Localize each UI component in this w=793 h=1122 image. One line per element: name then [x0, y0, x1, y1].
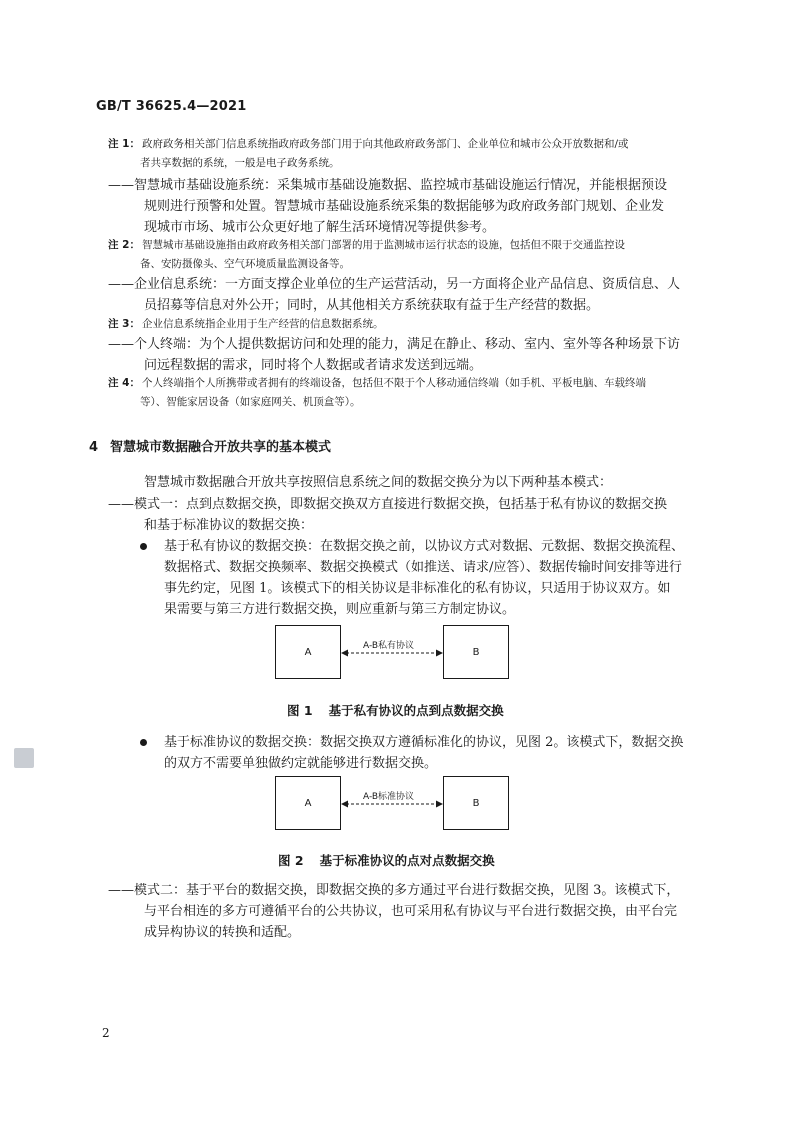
arrow-label: A-B私有协议 [361, 638, 416, 651]
term-line1: ——个人终端：为个人提供数据访问和处理的能力，满足在静止、移动、室内、室外等各种场景下访 [108, 337, 681, 352]
node-b: B [443, 776, 509, 830]
infra-line1: ——智慧城市基础设施系统：采集城市基础设施数据、监控城市基础设施运行情况，并能根据预设 [108, 178, 668, 193]
note-4 [108, 374, 703, 412]
note-2-label: 注 2： [108, 239, 140, 251]
note-2-text-line1: 智慧城市基础设施指由政府政务相关部门部署的用于监测城市运行状态的设施，包括但不限于交通监控设 [141, 239, 625, 251]
note-1-text-line2: 者共享数据的系统，一般是电子政务系统。 [140, 157, 340, 169]
ent-line2: 员招募等信息对外公开；同时，从其他相关方系统获取有益于生产经营的数据。 [144, 298, 600, 313]
bullet1-line3: 事先约定，见图 1。该模式下的相关协议是非标准化的私有协议，只适用于协议双方。如 [164, 581, 671, 596]
note-3-text-line1: 企业信息系统指企业用于生产经营的信息数据系统。 [141, 318, 384, 330]
note-4-text-line2: 等）、智能家居设备（如家庭网关、机顶盒等）。 [140, 396, 361, 408]
note-3 [108, 315, 703, 334]
bullet1-line4: 果需要与第三方进行数据交换，则应重新与第三方制定协议。 [164, 602, 516, 617]
figure-1-diagram [275, 625, 511, 681]
note-1-label: 注 1： [108, 138, 140, 150]
bullet-dot [140, 543, 147, 550]
note-2 [108, 236, 703, 274]
figure-1-title: 基于私有协议的点到点数据交换 [328, 703, 504, 718]
bullet-dot [140, 739, 147, 746]
section-intro: 智慧城市数据融合开放共享按照信息系统之间的数据交换分为以下两种基本模式： [144, 475, 613, 490]
bullet-private-protocol [140, 536, 704, 620]
infra-line2: 规则进行预警和处置。智慧城市基础设施系统采集的数据能够为政府政务部门规划、企业发 [144, 199, 665, 214]
mode1-line2: 和基于标准协议的数据交换： [144, 518, 314, 533]
bullet1-line2: 数据格式、数据交换频率、数据交换模式（如推送、请求/应答）、数据传输时间安排等进行 [164, 560, 682, 575]
section-heading [89, 436, 331, 455]
figure-2-number: 图 2 [278, 853, 304, 868]
page-number: 2 [102, 1026, 110, 1040]
figure-1-number: 图 1 [287, 703, 313, 718]
node-a: A [275, 625, 341, 679]
list-item-enterprise [108, 274, 702, 316]
figure-2-diagram [275, 776, 511, 832]
figure-1-caption [287, 701, 504, 719]
section-title: 智慧城市数据融合开放共享的基本模式 [110, 440, 332, 455]
bullet1-line1: 基于私有协议的数据交换：在数据交换之前，以协议方式对数据、元数据、数据交换流程、 [164, 539, 685, 554]
mode2-line2: 与平台相连的多方可遵循平台的公共协议，也可采用私有协议与平台进行数据交换，由平台完 [144, 904, 678, 919]
figure-2-caption [278, 851, 495, 869]
bullet2-line1: 基于标准协议的数据交换：数据交换双方遵循标准化的协议，见图 2。该模式下，数据交换 [164, 735, 684, 750]
note-1 [108, 135, 703, 173]
node-b: B [443, 625, 509, 679]
bullet2-line2: 的双方不需要单独做约定就能够进行数据交换。 [164, 756, 438, 771]
list-item-mode1 [108, 494, 702, 536]
scan-watermark [14, 748, 34, 768]
note-4-label: 注 4： [108, 377, 140, 389]
section-number: 4 [89, 440, 99, 455]
note-1-text-line1: 政府政务相关部门信息系统指政府政务部门用于向其他政府政务部门、企业单位和城市公众开放数据和/或 [141, 138, 629, 150]
figure-2-title: 基于标准协议的点对点数据交换 [319, 853, 495, 868]
infra-line3: 现城市市场、城市公众更好地了解生活环境情况等提供参考。 [144, 220, 496, 235]
bullet-standard-protocol [140, 732, 704, 774]
mode2-line3: 成异构协议的转换和适配。 [144, 925, 301, 940]
mode1-line1: ——模式一：点到点数据交换，即数据交换双方直接进行数据交换，包括基于私有协议的数据交换 [108, 497, 668, 512]
note-3-label: 注 3： [108, 318, 140, 330]
list-item-infrastructure [108, 175, 702, 238]
ent-line1: ——企业信息系统：一方面支撑企业单位的生产运营活动，另一方面将企业产品信息、资质信息、人 [108, 277, 681, 292]
mode2-line1: ——模式二：基于平台的数据交换，即数据交换的多方通过平台进行数据交换，见图 3。该模式下， [108, 883, 680, 898]
term-line2: 问远程数据的需求，同时将个人数据或者请求发送到远端。 [144, 358, 483, 373]
list-item-terminal [108, 334, 702, 376]
bidirectional-arrow-icon [341, 625, 443, 681]
node-a: A [275, 776, 341, 830]
note-2-text-line2: 备、安防摄像头、空气环境质量监测设备等。 [140, 258, 350, 270]
arrow-label: A-B标准协议 [361, 789, 416, 802]
note-4-text-line1: 个人终端指个人所携带或者拥有的终端设备，包括但不限于个人移动通信终端（如手机、平板电脑、车载终端 [141, 377, 646, 389]
standard-code: GB/T 36625.4—2021 [96, 99, 247, 114]
bidirectional-arrow-icon [341, 776, 443, 832]
list-item-mode2 [108, 880, 702, 943]
